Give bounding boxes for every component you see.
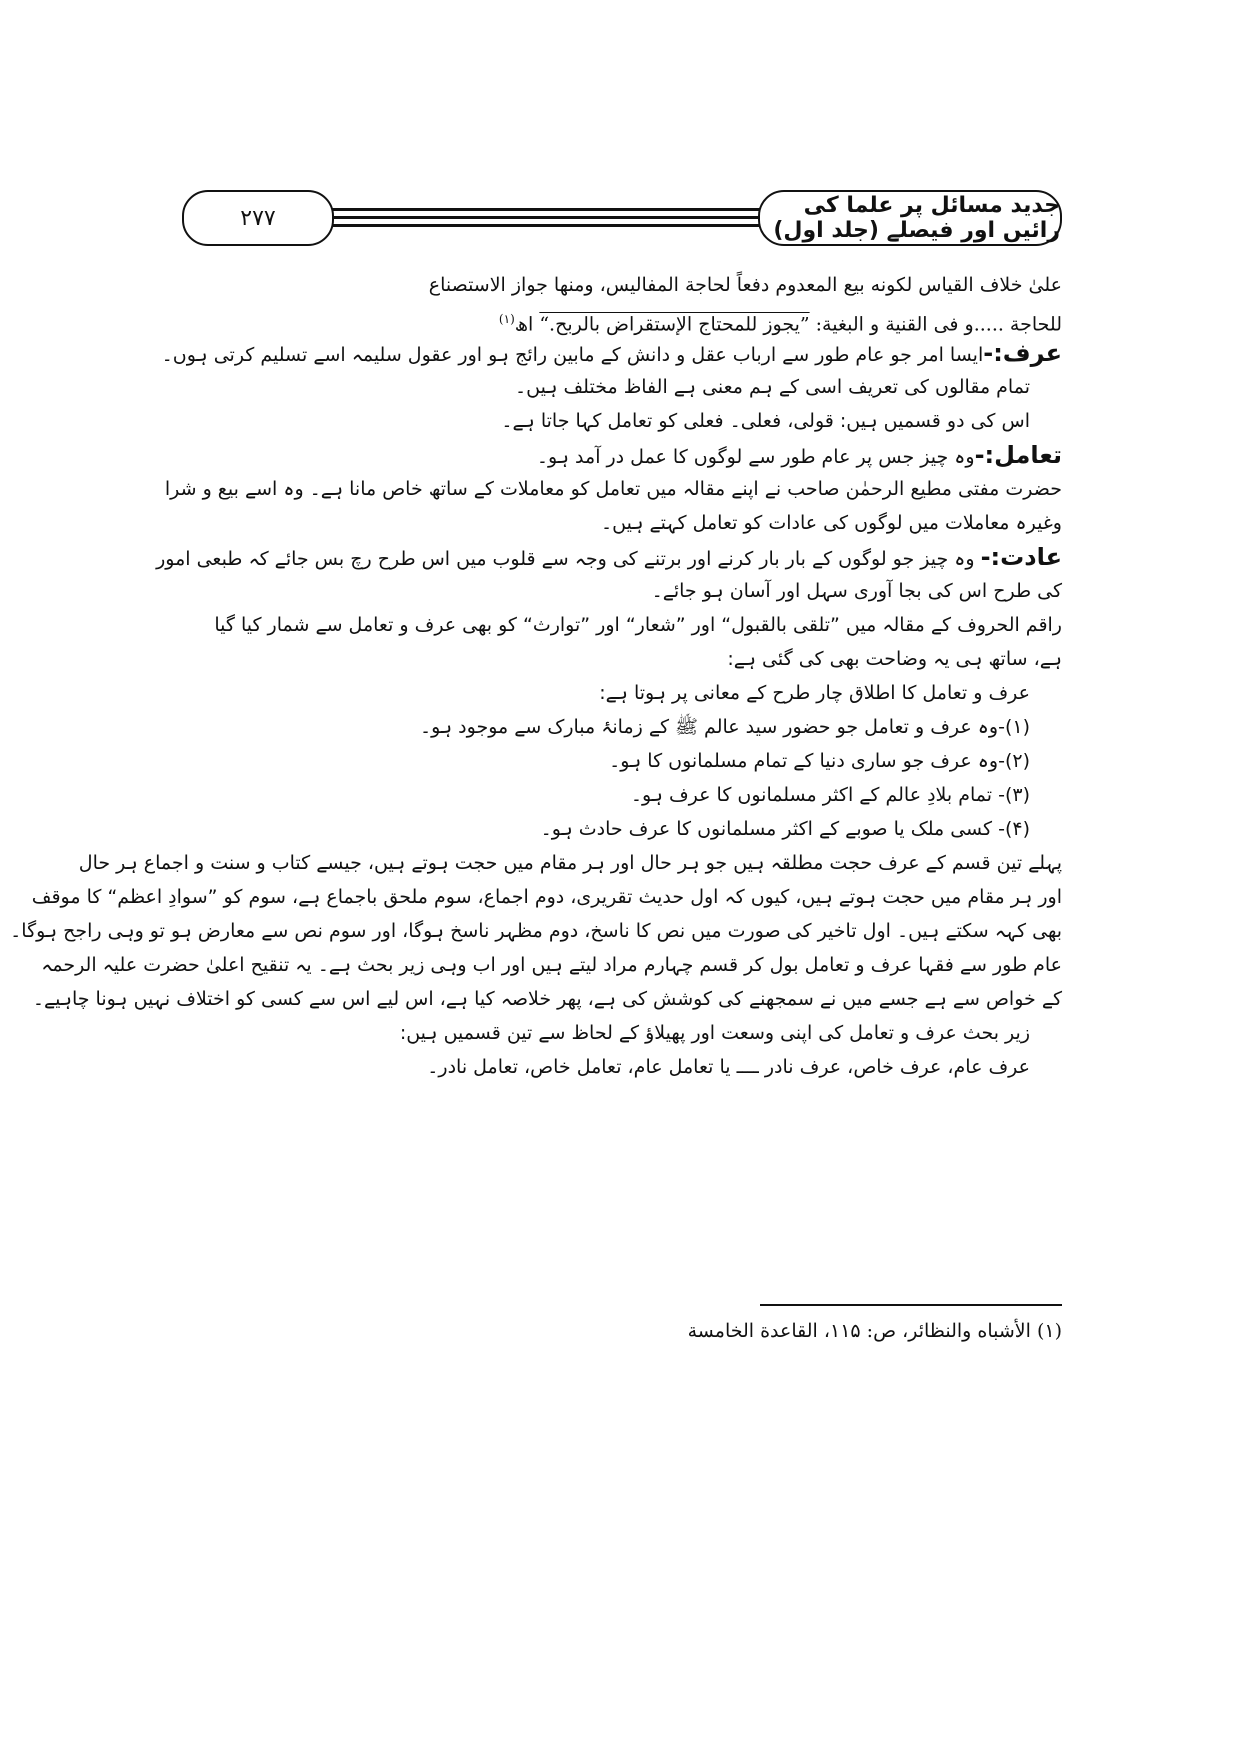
list-item: (۴)- کسی ملک یا صوبے کے اکثر مسلمانوں کا عرف حادث ہو۔ bbox=[540, 818, 1030, 840]
text-line: عرف و تعامل کا اطلاق چار طرح کے معانی پر ہوتا ہے: bbox=[599, 682, 1030, 704]
text-line: کے خواص سے ہے جسے میں نے سمجھنے کی کوشش کی ہے، پھر خلاصہ کیا ہے، اس لیے اس سے کسی کو اختلاف نہیں ہونا چاہیے۔ bbox=[32, 988, 1062, 1010]
text-line: عام طور سے فقہا عرف و تعامل بول کر قسم چہارم مراد لیتے ہیں اور اب وہی زیر بحث ہے۔ یہ تنقیح اعلیٰ حضرت علیہ الرحمہ bbox=[41, 954, 1062, 976]
definition-text: وہ چیز جس پر عام طور سے لوگوں کا عمل در آمد ہو۔ bbox=[536, 446, 975, 468]
quoted-ruling: ”یجوز للمحتاج الإستقراض بالربح.“ bbox=[539, 313, 810, 336]
text-line: اور ہر مقام میں حجت ہوتے ہیں، کیوں کہ اول حدیث تقریری، دوم اجماع، سوم ملحق باجماع ہے، سوم کو ”سوادِ اعظم“ کا موقف bbox=[31, 886, 1062, 908]
definition-aadat bbox=[156, 540, 1062, 574]
page-body bbox=[10, 268, 1062, 1084]
text-line: راقم الحروف کے مقالہ میں ”تلقی بالقبول“ اور ”شعار“ اور ”توارث“ کو بھی عرف و تعامل سے شمار کیا گیا bbox=[214, 614, 1062, 636]
text-line: کی طرح اس کی بجا آوری سہل اور آسان ہو جائے۔ bbox=[651, 580, 1062, 602]
text-line: پہلے تین قسم کے عرف حجت مطلقہ ہیں جو ہر حال اور ہر مقام میں حجت ہوتے ہیں، جیسے کتاب و سنت و اجماع ہر حال bbox=[78, 852, 1062, 874]
header-rule bbox=[332, 208, 760, 211]
list-item: (۳)- تمام بلادِ عالم کے اکثر مسلمانوں کا عرف ہو۔ bbox=[630, 784, 1030, 806]
book-title: جدید مسائل پر علما کی رائیں اور فیصلے (جلد اول) bbox=[758, 190, 1062, 246]
definition-urf bbox=[161, 336, 1062, 370]
text-span: اھ bbox=[514, 313, 540, 336]
header-rule bbox=[332, 216, 760, 219]
page-header bbox=[182, 190, 1062, 250]
footnote: (۱) الأشباه والنظائر، ص: ۱۱۵، القاعدة الخامسة bbox=[687, 1320, 1062, 1342]
list-item: (۱)-وہ عرف و تعامل جو حضور سید عالم ﷺ کے زمانۂ مبارک سے موجود ہو۔ bbox=[420, 716, 1030, 738]
text-line: حضرت مفتی مطیع الرحمٰن صاحب نے اپنے مقالہ میں تعامل کو معاملات کے ساتھ خاص مانا ہے۔ وہ اسے بیع و شرا bbox=[164, 478, 1062, 500]
text-line bbox=[182, 302, 1062, 336]
header-rule bbox=[332, 224, 760, 227]
text-line: بھی کہہ سکتے ہیں۔ اول تاخیر کی صورت میں نص کا ناسخ، دوم مظہر ناسخ ہوگا، اور سوم نص سے معارض ہو تو وہی راجح ہوگا۔ bbox=[10, 920, 1062, 942]
text-line: تمام مقالوں کی تعریف اسی کے ہم معنی ہے الفاظ مختلف ہیں۔ bbox=[515, 376, 1030, 398]
text-line: عرف عام، عرف خاص، عرف نادر ــــ یا تعامل عام، تعامل خاص، تعامل نادر۔ bbox=[427, 1056, 1030, 1078]
definition-text: وہ چیز جو لوگوں کے بار بار کرنے اور برتنے کی وجہ سے قلوب میں اس طرح رچ بس جائے کہ طبعی امور bbox=[156, 548, 981, 570]
text-line: ہے، ساتھ ہی یہ وضاحت بھی کی گئی ہے: bbox=[727, 648, 1062, 670]
list-item: (۲)-وہ عرف جو ساری دنیا کے تمام مسلمانوں کا ہو۔ bbox=[609, 750, 1030, 772]
text-line: اس کی دو قسمیں ہیں: قولی، فعلی۔ فعلی کو تعامل کہا جاتا ہے۔ bbox=[501, 410, 1030, 432]
text-line: زیر بحث عرف و تعامل کی اپنی وسعت اور پھیلاؤ کے لحاظ سے تین قسمیں ہیں: bbox=[399, 1022, 1030, 1044]
term-taamul: تعامل:- bbox=[974, 441, 1062, 469]
text-span: للحاجة .....و فی القنیة و البغیة: bbox=[809, 313, 1062, 336]
text-line: وغیرہ معاملات میں لوگوں کی عادات کو تعامل کہتے ہیں۔ bbox=[601, 512, 1062, 534]
term-urf: عرف:- bbox=[983, 339, 1062, 367]
text-line: علیٰ خلاف القیاس لکونه بیع المعدوم دفعاً لحاجة المفالیس، ومنها جواز الاستصناع bbox=[428, 274, 1062, 296]
definition-text: ایسا امر جو عام طور سے ارباب عقل و دانش کے مابین رائج ہو اور عقول سلیمہ اسے تسلیم کرتی ہوں۔ bbox=[161, 344, 984, 366]
footnote-marker: (۱) bbox=[498, 312, 515, 326]
page-number: ۲۷۷ bbox=[182, 190, 334, 246]
footnote-divider bbox=[760, 1304, 1062, 1306]
definition-taamul bbox=[182, 438, 1062, 472]
term-aadat: عادت:- bbox=[980, 543, 1062, 571]
